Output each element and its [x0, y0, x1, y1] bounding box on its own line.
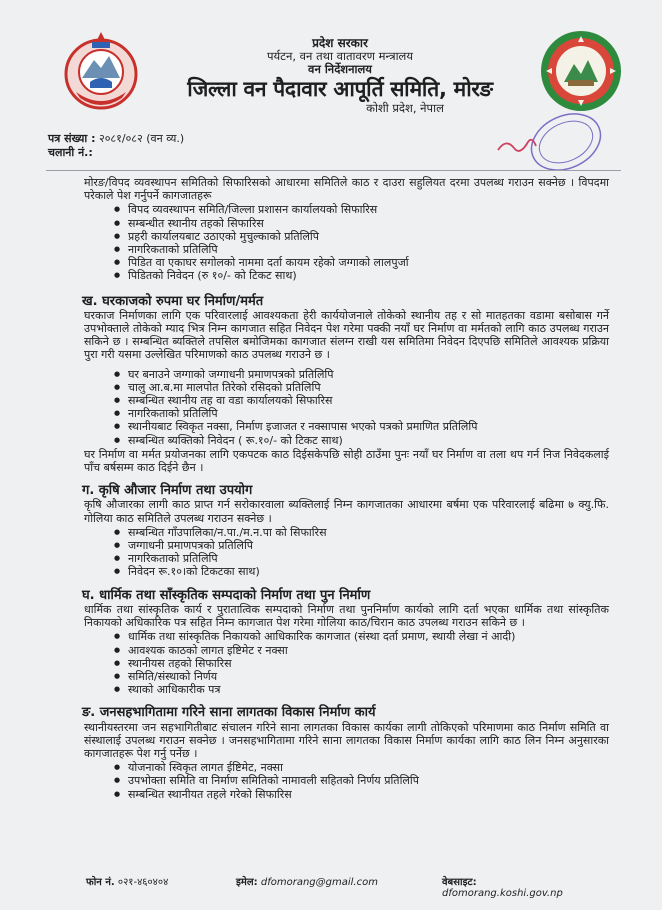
list-item: ● विपद व्यवस्थापन समिति/जिल्ला प्रशासन कार्यालयको सिफारिस — [128, 203, 609, 216]
list-item: ● पिडितको निवेदन (रु १०/- को टिकट साथ) — [128, 269, 609, 282]
letterhead — [150, 36, 530, 115]
section-kha-paragraph: घरकाज निर्माणका लागि एक परिवारलाई आवश्यकता हेरी कार्ययोजनाले तोकेको स्थानीय तह र सो मातहतका वडामा बसोबास गर्ने उपभोक्ताले तोकेको म्याद भित्र निम्न कागजात सहित निवेदन पेश गरेमा पक्की नयाँ घर निर्माण वा मर्मतको लागि काठ उपलब्ध गराउन सकिने छ । सम्बन्धित ब्यक्तिले तपसिल बमोजिमका कागजात संलग्न राखी यस समितिमा निवेदन दिएपछि समितिले आवश्यक प्रक्रिया पुरा गरी यसमा उल्लेखित परिमाणको काठ उपलब्ध गराउने छ । — [84, 308, 609, 362]
section-nga-paragraph: स्थानीयस्तरमा जन सहभागितीबाट संचालन गरिने साना लागतका विकास कार्यका लागी तोकिएको परिमाणमा काठ निर्माण समिति वा संस्थालाई उपलब्ध गराउन सक्नेछ । जनसहभागितामा गरिने साना लागतका विकास निर्माण कार्यका लागि काठ लिन निम्न अनुसारका कागजातहरू पेश गर्नु पर्नेछ । — [84, 720, 609, 760]
list-item: ● सम्बन्धित ब्यक्तिको निवेदन ( रू.१०/- को टिकट साथ) — [128, 434, 609, 447]
section-heading-ga: ग. कृषि औजार निर्माण तथा उपयोग — [82, 483, 253, 499]
list-item: ● सम्बन्धित स्थानीयत तहले गरेको सिफारिस — [128, 788, 609, 801]
list-item: ● जग्गाधनी प्रमाणपत्रको प्रतिलिपि — [128, 539, 609, 552]
section-heading-gha: घ. धार्मिक तथा साँस्कृतिक सम्पदाको निर्माण तथा पुन निर्माण — [82, 587, 371, 603]
list-item: ● नागरिकताको प्रतिलिपि — [128, 407, 609, 420]
section-heading-kha: ख. घरकाजको रुपमा घर निर्माण/मर्मत — [82, 293, 264, 309]
list-item: ● उपभोक्ता समिति वा निर्माण समितिको नामावली सहितको निर्णय प्रतिलिपि — [128, 774, 609, 787]
section-ga-list — [84, 526, 609, 579]
section-kha-note: घर निर्माण वा मर्मत प्रयोजनका लागि एकपटक काठ दिईसकेपछि सोही ठाउँमा पुनः नयाँ घर निर्माण वा तला थप गर्न निज निवेदकलाई पाँच बर्षसम्म काठ दिईने छैन । — [84, 447, 609, 475]
letter-body — [84, 176, 609, 802]
list-item: ● योजनाको स्विकृत लागत ईष्टिमेट, नक्सा — [128, 761, 609, 774]
section-heading-nga: ङ. जनसहभागितामा गरिने साना लागतका विकास निर्माण कार्य — [82, 705, 376, 721]
list-item: ● स्थानीयबाट स्विकृत नक्सा, निर्माण इजाजत र नक्सापास भएको पत्रको प्रमाणित प्रतिलिपि — [128, 420, 609, 433]
list-item: ● धार्मिक तथा सांस्कृतिक निकायको आधिकारिक कागजात (संस्था दर्ता प्रमाण, स्थायी लेखा नं आदी) — [128, 630, 609, 643]
list-item: ● प्रहरी कार्यालयबाट उठाएको मुचुल्काको प्रतिलिपि — [128, 230, 609, 243]
list-item: ● घर बनाउने जग्गाको जग्गाधनी प्रमाणपत्रको प्रतिलिपि — [128, 368, 609, 381]
section-nga-list — [84, 761, 609, 801]
intro-paragraph: मोरङ/विपद व्यवस्थापन समितिको सिफारिसको आधारमा समितिले काठ र दाउरा सहुलियत दरमा उपलब्ध गराउन सक्नेछ । विपदमा परेकाले पेश गर्नुपर्ने कागजातहरू — [84, 176, 609, 203]
section-ga-paragraph: कृषि औजारका लागी काठ प्राप्त गर्न सरोकारवाला ब्यक्तिलाई निम्न कागजातका आधारमा बर्षमा एक परिवारलाई बढिमा ७ क्यु.फि. गोलिया काठ समितिले उपलब्ध गराउन सक्नेछ । — [84, 498, 609, 525]
footer-email: इमेल: dfomorang@gmail.com — [236, 877, 378, 888]
list-item: ● निवेदन रू.१०।को टिकटका साथ) — [128, 565, 609, 578]
reference-block — [48, 132, 184, 160]
footer-website: वेबसाइट: dfomorang.koshi.gov.np — [442, 877, 563, 899]
section-kha-list — [84, 368, 609, 447]
forest-committee-logo-icon — [538, 28, 624, 114]
list-item: ● आवश्यक काठको लागत इष्टिमेट र नक्सा — [128, 644, 609, 657]
nepal-emblem-icon — [62, 26, 140, 112]
govt-name: प्रदेश सरकार — [312, 36, 368, 50]
section-gha-paragraph: धार्मिक तथा सांस्कृतिक कार्य र पुरातात्विक सम्पदाको निर्माण तथा पुननिर्माण कार्यको लागि दर्ता भएका धार्मिक तथा सांस्कृतिक निकायको अधिकारिक पत्र सहित निम्न कागजात पेश गरेमा गोलिया काठ/चिरान काठ उपलब्ध गराउन सकिने छ । — [84, 602, 609, 630]
list-item: ● सम्बन्धित गाँउपालिका/न.पा./म.न.पा को सिफारिस — [128, 526, 609, 539]
list-item: ● स्थाको आधिकारीक पत्र — [128, 683, 609, 696]
header-divider — [46, 170, 621, 171]
list-item: ● पिडित वा एकाघर सगोलको नाममा दर्ता कायम रहेको जग्गाको लालपुर्जा — [128, 256, 609, 269]
list-item: ● स्थानीयस तहको सिफारिस — [128, 657, 609, 670]
office-name: जिल्ला वन पैदावार आपूर्ति समिति, मोरङ — [187, 77, 493, 101]
dispatch-number: चलानी नं.: — [48, 146, 93, 159]
list-item: ● नागरिकताको प्रतिलिपि — [128, 243, 609, 256]
list-item: ● चालु आ.ब.मा मालपोत तिरेको रसिदको प्रतिलिपि — [128, 381, 609, 394]
section-gha-list — [84, 630, 609, 696]
letter-number: पत्र संख्या : २०८१/०८२ (वन व्य.) — [48, 132, 185, 145]
footer-phone: फोन नं. ०२१-४६०४०४ — [86, 877, 169, 888]
intro-list — [84, 203, 609, 282]
ministry-name: पर्यटन, वन तथा वातावरण मन्त्रालय — [266, 49, 414, 63]
official-stamp-signature — [488, 112, 608, 182]
list-item: ● सम्बन्धीत स्थानीय तहको सिफारिस — [128, 217, 609, 230]
list-item: ● नागरिकताको प्रतिलिपि — [128, 552, 609, 565]
list-item: ● सम्बन्धित स्थानीय तह वा वडा कार्यालयको सिफारिस — [128, 394, 609, 407]
province-name: कोशी प्रदेश, नेपाल — [366, 101, 444, 115]
directorate-name: वन निर्देशनालय — [308, 62, 372, 76]
list-item: ● समिति/संस्थाको निर्णय — [128, 670, 609, 683]
